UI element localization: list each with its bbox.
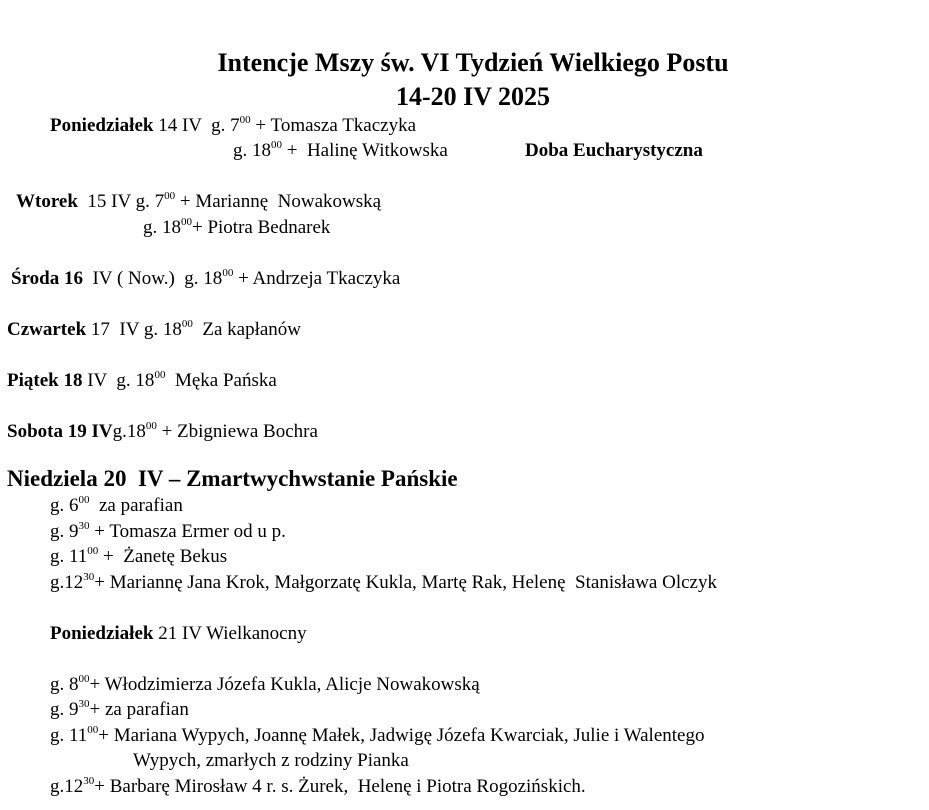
time-minutes: 00 xyxy=(271,139,282,151)
sat-line xyxy=(7,421,318,445)
day-name: Poniedziałek xyxy=(50,115,154,136)
time-minutes: 30 xyxy=(83,571,95,583)
tue-line-1 xyxy=(16,191,381,215)
day-name: Piątek 18 xyxy=(7,370,83,391)
mass-time: g. 18 xyxy=(143,217,181,238)
emon-mass-3-continued: Wypych, zmarłych z rodziny Pianka xyxy=(133,750,409,771)
time-minutes: 00 xyxy=(145,420,157,432)
mon-line-1 xyxy=(50,115,416,139)
mass-time: g. 6 xyxy=(50,495,79,516)
page-title: Intencje Mszy św. VI Tydzień Wielkiego Postu xyxy=(217,48,729,77)
time-minutes: 00 xyxy=(87,724,99,736)
time-minutes: 00 xyxy=(154,369,166,381)
day-name: Środa 16 xyxy=(11,268,83,289)
intention: + Barbarę Mirosław 4 r. s. Żurek, Helenę i Piotra Rogozińskich. xyxy=(94,776,586,797)
fri-line xyxy=(7,370,277,394)
emon-mass-4 xyxy=(50,776,586,800)
time-minutes: 00 xyxy=(164,190,176,202)
intention: + Mariannę Jana Krok, Małgorzatę Kukla, Martę Rak, Helenę Stanisława Olczyk xyxy=(94,572,717,593)
intention: + Andrzeja Tkaczyka xyxy=(233,268,401,289)
mon-note xyxy=(525,140,703,162)
date-time: 14 IV g. 7 xyxy=(153,115,240,136)
easter-monday-heading xyxy=(50,623,307,645)
sun-mass-4 xyxy=(50,572,717,596)
sun-mass-2 xyxy=(50,521,286,545)
intention: + Mariannę Nowakowską xyxy=(175,191,382,212)
day-label-rest: 21 IV Wielkanocny xyxy=(153,623,307,644)
sun-mass-3 xyxy=(50,546,227,570)
mon-line-2 xyxy=(233,140,448,164)
time-minutes: 00 xyxy=(239,114,251,126)
date-time: g.18 xyxy=(112,421,146,442)
time-minutes: 00 xyxy=(87,545,99,557)
intention: + Tomasza Ermer od u p. xyxy=(89,521,286,542)
time-minutes: 00 xyxy=(78,494,90,506)
note-label: Doba Eucharystyczna xyxy=(525,140,703,161)
intention: + Piotra Bednarek xyxy=(192,217,331,238)
sun-mass-1 xyxy=(50,495,183,519)
day-name: Czwartek xyxy=(7,319,87,340)
page-subtitle-dates: 14-20 IV 2025 xyxy=(395,82,551,111)
intention: + Mariana Wypych, Joannę Małek, Jadwigę Józefa Kwarciak, Julie i Walentego xyxy=(98,725,705,746)
wed-line xyxy=(11,268,400,292)
date-time: IV ( Now.) g. 18 xyxy=(82,268,223,289)
intention: + Włodzimierza Józefa Kukla, Alicje Nowakowską xyxy=(89,674,480,695)
intention: Za kapłanów xyxy=(192,319,302,340)
intention: + Tomasza Tkaczyka xyxy=(250,115,417,136)
mass-time: g. 11 xyxy=(50,725,88,746)
day-name: Poniedziałek xyxy=(50,623,154,644)
mass-time: g.12 xyxy=(50,776,84,797)
day-name: Wtorek xyxy=(16,191,78,212)
date-time: IV g. 18 xyxy=(82,370,155,391)
time-minutes: 00 xyxy=(222,267,234,279)
day-name: Sobota 19 IV xyxy=(7,421,113,442)
intention: + Halinę Witkowska xyxy=(282,140,448,161)
time-minutes: 30 xyxy=(78,698,90,710)
mass-time: g. 8 xyxy=(50,674,79,695)
mass-time: g. 18 xyxy=(233,140,271,161)
time-minutes: 30 xyxy=(83,775,95,787)
mass-time: g. 9 xyxy=(50,699,79,720)
mass-time: g. 9 xyxy=(50,521,79,542)
emon-mass-3 xyxy=(50,725,704,749)
date-time: 17 IV g. 18 xyxy=(86,319,182,340)
time-minutes: 30 xyxy=(78,520,90,532)
mass-time: g. 11 xyxy=(50,546,88,567)
tue-line-2 xyxy=(143,217,330,241)
time-minutes: 00 xyxy=(181,318,193,330)
date-time: 15 IV g. 7 xyxy=(77,191,165,212)
intention: + za parafian xyxy=(89,699,189,720)
time-minutes: 00 xyxy=(78,673,90,685)
intention: za parafian xyxy=(89,495,183,516)
mass-time: g.12 xyxy=(50,572,84,593)
intention: + Żanetę Bekus xyxy=(98,546,228,567)
intention: Męka Pańska xyxy=(165,370,277,391)
intention: + Zbigniewa Bochra xyxy=(156,421,318,442)
time-minutes: 00 xyxy=(181,216,192,228)
thu-line xyxy=(7,319,301,343)
sunday-heading: Niedziela 20 IV – Zmartwychwstanie Pańskie xyxy=(7,466,458,491)
emon-mass-2 xyxy=(50,699,189,723)
emon-mass-1 xyxy=(50,674,480,698)
